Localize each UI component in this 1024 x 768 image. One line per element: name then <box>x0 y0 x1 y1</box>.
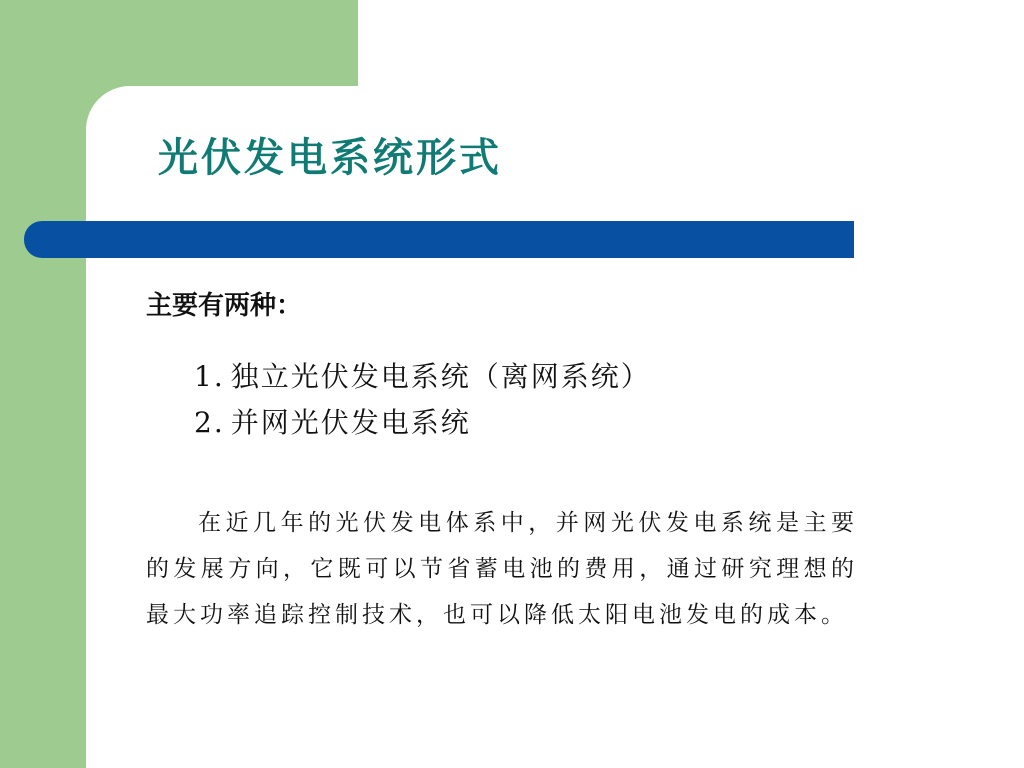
list-item-number: 1. <box>194 360 225 393</box>
list-item-text: 独立光伏发电系统（离网系统） <box>230 360 651 393</box>
list-item <box>194 400 651 446</box>
list-item-number: 2. <box>194 406 225 439</box>
system-type-list <box>194 354 651 446</box>
list-item <box>194 354 651 400</box>
body-paragraph: 在近几年的光伏发电体系中，并网光伏发电系统是主要的发展方向，它既可以节省蓄电池的费用，通过研究理想的最大功率追踪控制技术，也可以降低太阳电池发电的成本。 <box>146 510 858 628</box>
list-item-text: 并网光伏发电系统 <box>230 406 471 439</box>
slide-subtitle: 主要有两种： <box>146 291 303 321</box>
decorative-blue-bar <box>24 221 854 258</box>
slide-title: 光伏发电系统形式 <box>158 134 502 181</box>
